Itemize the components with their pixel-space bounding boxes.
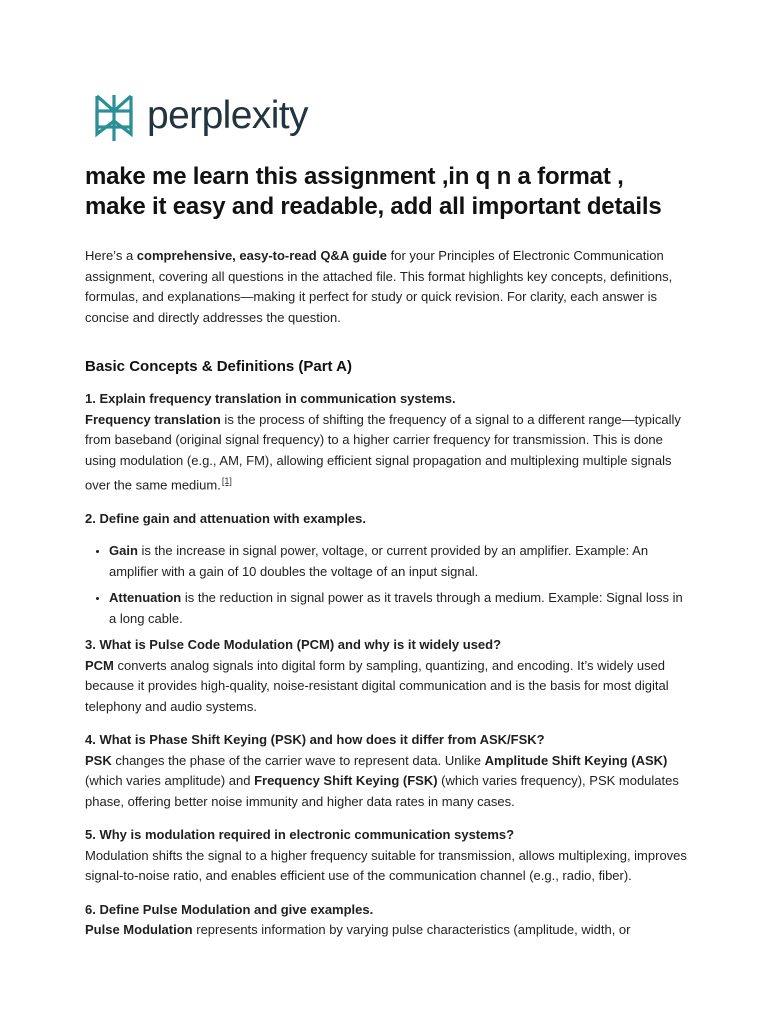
q3-term: PCM <box>85 657 114 673</box>
question-1 <box>85 389 690 496</box>
section-heading: Basic Concepts & Definitions (Part A) <box>85 358 352 375</box>
perplexity-logo <box>93 94 308 142</box>
question-6-title: 6. Define Pulse Modulation and give examples. <box>85 901 374 917</box>
question-3-title: 3. What is Pulse Code Modulation (PCM) and why is it widely used? <box>85 637 502 653</box>
intro-paragraph <box>85 246 690 328</box>
question-5 <box>85 825 690 887</box>
question-1-answer <box>85 410 690 496</box>
intro-bold: comprehensive, easy-to-read Q&A guide <box>136 248 387 263</box>
question-6-answer <box>85 920 690 941</box>
question-4 <box>85 730 690 812</box>
q4-text-2: (which varies amplitude) and <box>85 773 255 789</box>
question-2 <box>85 509 690 630</box>
list-item <box>109 588 690 629</box>
perplexity-logo-icon <box>93 94 135 142</box>
q1-text: is the process of shifting the frequency of a signal to a different range—typically from baseband (original signal frequency) to a higher carrier frequency for transmission. This is done using modulation (e.g., AM, FM), allowing efficient signal propagation and multiplexing multiple signals over the same medium. <box>85 411 681 493</box>
q4-term-3: Frequency Shift Keying (FSK) <box>254 773 438 789</box>
q6-text: represents information by varying pulse characteristics (amplitude, width, or <box>192 922 631 938</box>
q4-text-1: changes the phase of the carrier wave to represent data. Unlike <box>111 752 485 768</box>
perplexity-wordmark: perplexity <box>147 93 308 137</box>
question-2-list <box>85 541 690 629</box>
q6-term: Pulse Modulation <box>85 922 193 938</box>
page-title: make me learn this assignment ,in q n a format , make it easy and readable, add all important details <box>85 163 662 220</box>
question-4-title: 4. What is Phase Shift Keying (PSK) and how does it differ from ASK/FSK? <box>85 732 545 748</box>
list-item <box>109 541 690 582</box>
question-1-title: 1. Explain frequency translation in communication systems. <box>85 391 456 406</box>
intro-prefix: Here’s a <box>85 248 137 263</box>
q1-term: Frequency translation <box>85 411 221 427</box>
question-4-answer <box>85 751 690 813</box>
q4-term-2: Amplitude Shift Keying (ASK) <box>484 752 668 768</box>
q2-item-text: is the reduction in signal power as it travels through a medium. Example: Signal loss in a long cable. <box>109 590 683 626</box>
intro-suffix: for your Principles of Electronic Communication assignment, covering all questions in the attached file. This format highlights key concepts, definitions, formulas, and explanations—making it perfect for study or quick revision. For clarity, each answer is concise and directly addresses the question. <box>85 248 673 325</box>
question-5-title: 5. Why is modulation required in electronic communication systems? <box>85 827 515 843</box>
q2-item-text: is the increase in signal power, voltage, or current provided by an amplifier. Example: An amplifier with a gain of 10 doubles the voltage of an input signal. <box>109 543 649 579</box>
q4-term: PSK <box>85 752 112 768</box>
question-6 <box>85 900 690 941</box>
q2-item-term: Gain <box>109 543 138 559</box>
question-3 <box>85 635 690 717</box>
question-3-answer <box>85 656 690 718</box>
question-5-answer: Modulation shifts the signal to a higher frequency suitable for transmission, allows multiplexing, improves signal-to-noise ratio, and enables efficient use of the communication channel (e.g., radio, fiber). <box>85 847 687 884</box>
q4-text-3: (which varies frequency), PSK modulates phase, offering better noise immunity and higher data rates in many cases. <box>85 773 679 809</box>
citation-link[interactable]: [1] <box>221 476 232 486</box>
q2-item-term: Attenuation <box>109 590 182 606</box>
q3-text: converts analog signals into digital form by sampling, quantizing, and encoding. It’s widely used because it provides high-quality, noise-resistant digital communication and is the basis for most digital telephony and audio systems. <box>85 657 669 714</box>
question-2-title: 2. Define gain and attenuation with examples. <box>85 510 366 526</box>
answer-content <box>85 162 690 941</box>
